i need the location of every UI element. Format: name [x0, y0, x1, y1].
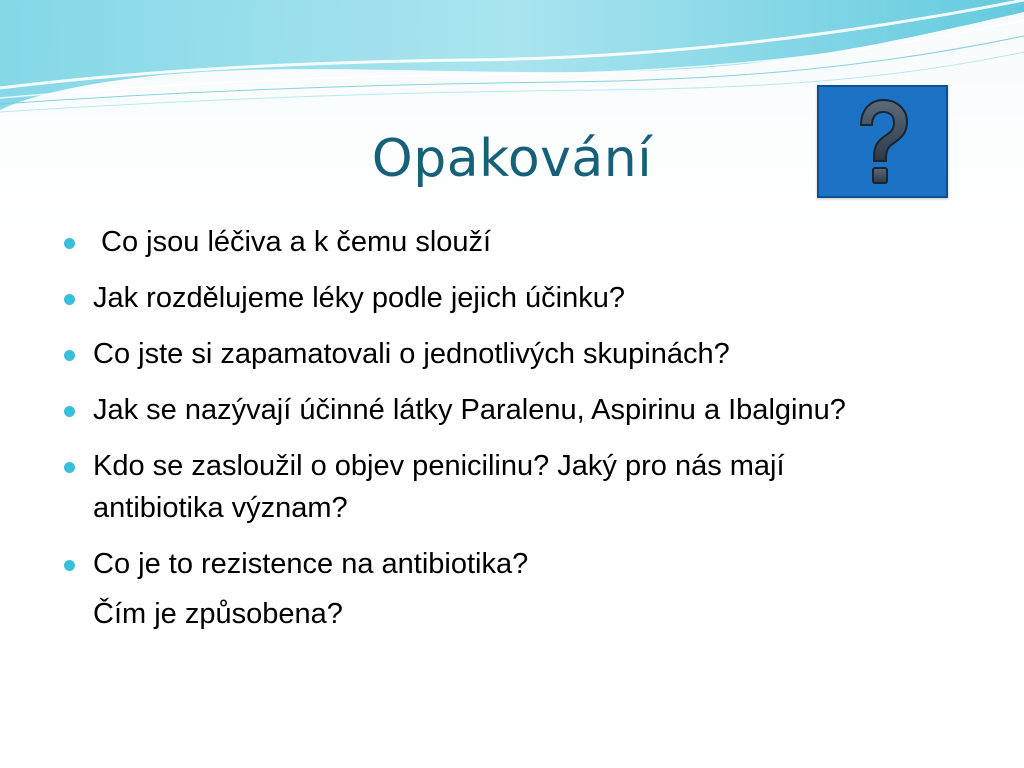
bullet-dot: [64, 238, 75, 249]
bullet-item: [64, 221, 964, 263]
slide-title: Opakování: [371, 129, 653, 189]
bullet-item: [64, 277, 964, 319]
help-button[interactable]: [817, 85, 948, 198]
bullet-item: [64, 333, 964, 375]
bullet-item: [64, 543, 964, 585]
question-mark-icon: [819, 87, 946, 196]
bullet-dot: [64, 462, 75, 473]
continuation-line: Čím je způsobena?: [93, 598, 343, 630]
bullet-text: Co jste si zapamatovali o jednotlivých skupinách?: [93, 338, 730, 370]
bullet-dot: [64, 406, 75, 417]
bullet-dot: [64, 350, 75, 361]
bullet-dot: [64, 560, 75, 571]
bullet-text: Jak rozdělujeme léky podle jejich účinku?: [93, 282, 625, 314]
bullet-dot: [64, 294, 75, 305]
bullet-item: [64, 445, 923, 529]
bullet-text: Co jsou léčiva a k čemu slouží: [93, 226, 492, 258]
bullet-text: Kdo se zasloužil o objev penicilinu? Jaký pro nás mají antibiotika význam?: [93, 450, 785, 524]
bullet-list: [64, 221, 964, 635]
bullet-text: Co je to rezistence na antibiotika?: [93, 548, 529, 580]
bullet-text: Jak se nazývají účinné látky Paralenu, Aspirinu a Ibalginu?: [93, 394, 846, 426]
bullet-item: [64, 389, 923, 431]
